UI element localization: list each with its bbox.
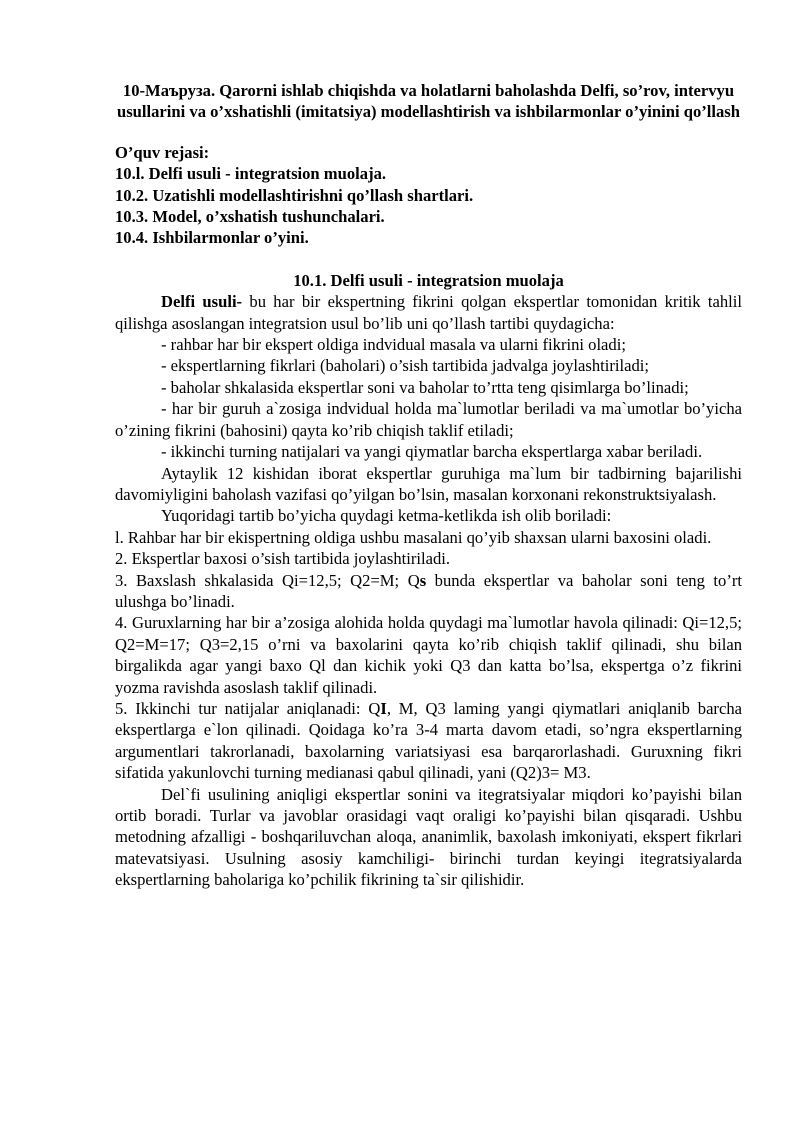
conclusion-paragraph: Del`fi usulining aniqligi ekspertlar sonini va itegratsiyalar miqdori ko’payishi bilan ortib boradi. Turlar va javoblar orasidagi vaqt oraligi ko’payishi bilan qisqaradi. Ushbu metodning afzalligi - boshqariluvchan aloqa, ananimlik, baxolash imkoniyati, ekspert fikrlari matevatsiyasi. Usulning asosiy kamchiligi- birinchi turdan keyingi itegratsiyalarda ekspertlarning baholariga ko’pchilik fikrining ta`sir qilishidir. xyxy=(115,784,742,890)
step-text: , M, Q3 laming yangi qiymatlari aniqlanib barcha ekspertlarga e`lon qilinadi. Qoidaga ko’ra 3-4 marta davom etadi, so’ngra ekspertlarning argumentlari takrorlanadi, baxolarning variatsiyasi esa barqarorlashadi. Guruxning fikri sifatida yakunlovchi turning medianasi qabul qilinadi, yani (Q2)3= M3. xyxy=(115,698,742,783)
list-item: - ikkinchi turning natijalari va yangi qiymatlar barcha ekspertlarga xabar beriladi. xyxy=(161,442,703,462)
example-paragraph: Aytaylik 12 kishidan iborat ekspertlar guruhiga ma`lum bir tadbirning bajarilishi davomiyligini baholash vazifasi qo’yilgan bo’lsin, masalan korxonani rekonstruktsiyalash. xyxy=(115,463,742,504)
step-text: bunda ekspertlar va baholar soni teng to’rt ulushga bo’linadi. xyxy=(115,570,742,611)
step-paragraph: 4. Guruxlarning har bir a’zosiga alohida holda quydagi ma`lumotlar havola qilinadi: Qi=12,5; Q2=M=17; Q3=2,15 o’rni va baxolarini qayta ko’rib chiqish taklif qilinadi, shu bilan birgalikda agar yangi baxo Ql dan kichik yoki Q3 dan katta bo’lsa, ekspertga o’z fikrini yozma ravishda asoslash taklif qilinadi. xyxy=(115,613,742,697)
document-page xyxy=(115,80,742,891)
plan-heading: O’quv rejasi: xyxy=(115,142,210,162)
intro-term: Delfi usuli- xyxy=(161,292,243,312)
steps-intro: Yuqoridagi tartib bo’yicha quydagi ketma-ketlikda ish olib boriladi: xyxy=(161,506,612,526)
step-subscript: I xyxy=(380,698,387,718)
step-paragraph: l. Rahbar har bir ekispertning oldiga ushbu masalani qo’yib shaxsan ularni baxosini oladi. xyxy=(115,527,712,547)
list-item: - har bir guruh a`zosiga indvidual holda ma`lumotlar beriladi va ma`umotlar bo’yicha o’zining fikrini (bahosini) qayta ko’rib chiqish taklif etiladi; xyxy=(115,399,742,440)
intro-text: bu har bir ekspertning fikrini qolgan ekspertlar tomonidan kritik tahlil qilishga asoslangan integratsion usul bo’lib uni qo’llash tartibi quydagicha: xyxy=(115,292,742,333)
plan-item: 10.2. Uzatishli modellashtirishni qo’llash shartlari. xyxy=(115,185,474,205)
step-paragraph: 2. Ekspertlar baxosi o’sish tartibida joylashtiriladi. xyxy=(115,549,451,569)
plan-item: 10.4. Ishbilarmonlar o’yini. xyxy=(115,228,309,248)
step-text: 3. Baxslash shkalasida Qi=12,5; Q2=M; Q xyxy=(115,570,420,590)
plan-item: 10.l. Delfi usuli - integratsion muolaja. xyxy=(115,164,387,184)
step-subscript: s xyxy=(419,570,427,590)
step-text: 5. Ikkinchi tur natijalar aniqlanadi: Q xyxy=(115,698,381,718)
list-item: - ekspertlarning fikrlari (baholari) o’sish tartibida jadvalga joylashtiriladi; xyxy=(161,356,649,376)
plan-item: 10.3. Model, o’xshatish tushunchalari. xyxy=(115,207,385,227)
page-title: 10-Маъруза. Qarorni ishlab chiqishda va holatlarni baholashda Delfi, so’rov, intervyu usullarini va o’xshatishli (imitatsiya) modellashtirish va ishbilarmonlar o’yinini qo’llash xyxy=(117,81,740,122)
intro-paragraph xyxy=(115,291,742,334)
step-paragraph xyxy=(115,570,742,613)
list-item: - baholar shkalasida ekspertlar soni va baholar to’rtta teng qisimlarga bo’linadi; xyxy=(161,377,689,397)
section-heading: 10.1. Delfi usuli - integratsion muolaja xyxy=(293,270,564,290)
step-paragraph xyxy=(115,698,742,784)
list-item: - rahbar har bir ekspert oldiga indvidual masala va ularni fikrini oladi; xyxy=(161,335,626,355)
